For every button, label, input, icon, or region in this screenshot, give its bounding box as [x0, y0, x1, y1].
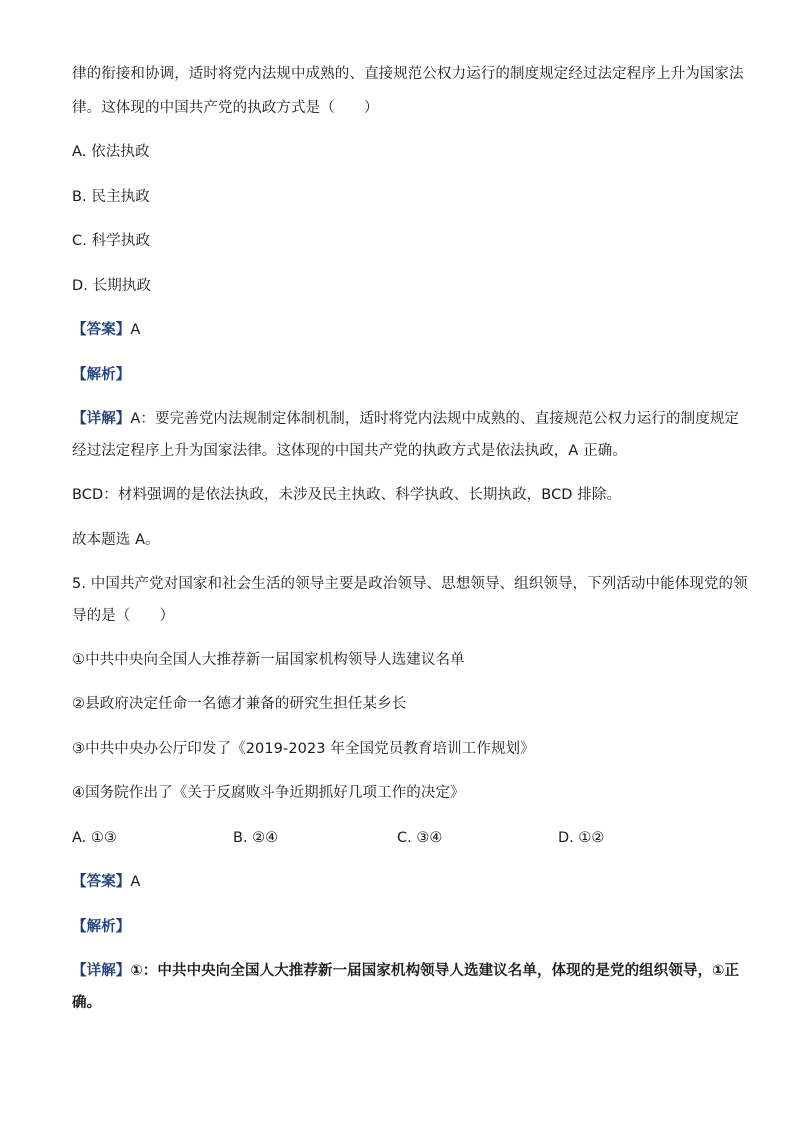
- q5-item-1: ①中共中央向全国人大推荐新一届国家机构领导人选建议名单: [72, 652, 465, 668]
- q5-stem-line-2: 导的是（ ）: [72, 608, 175, 624]
- q5-analysis: [72, 917, 732, 937]
- q4-analysis: [72, 365, 732, 385]
- q4-stem-line-2: 律。这体现的中国共产党的执政方式是（ ）: [72, 100, 379, 116]
- q4-option-a: A. 依法执政: [72, 144, 150, 160]
- answer-tag: 【答案】: [72, 322, 131, 338]
- q5-option-a: A. ①③: [72, 830, 117, 846]
- analysis-tag: 【解析】: [72, 367, 131, 383]
- answer-tag: 【答案】: [72, 874, 131, 890]
- q4-detail-line-1: [72, 409, 740, 429]
- q5-option-c: C. ③④: [397, 830, 443, 846]
- q5-item-2: ②县政府决定任命一名德才兼备的研究生担任某乡长: [72, 696, 407, 712]
- q5-detail-line-1: [72, 961, 740, 981]
- q4-stem-line-1: 律的衔接和协调，适时将党内法规中成熟的、直接规范公权力运行的制度规定经过法定程序上升为国家法: [72, 66, 744, 82]
- detail-tag: 【详解】: [72, 411, 131, 427]
- detail-text: ①：中共中央向全国人大推荐新一届国家机构领导人选建议名单，体现的是党的组织领导，①正: [130, 963, 740, 979]
- detail-tag: 【详解】: [72, 963, 131, 979]
- q4-option-b: B. 民主执政: [72, 189, 150, 205]
- q5-item-3: ③中共中央办公厅印发了《2019-2023 年全国党员教育培训工作规划》: [72, 741, 535, 757]
- q5-options-row: [72, 828, 732, 848]
- answer-value: A: [130, 874, 141, 890]
- answer-value: A: [130, 322, 141, 338]
- detail-text: A：要完善党内法规制定体制机制，适时将党内法规中成熟的、直接规范公权力运行的制度规定: [130, 411, 740, 427]
- analysis-tag: 【解析】: [72, 919, 131, 935]
- q4-option-c: C. 科学执政: [72, 233, 151, 249]
- q4-detail-line-3: BCD：材料强调的是依法执政，未涉及民主执政、科学执政、长期执政，BCD 排除。: [72, 487, 622, 503]
- q5-item-4: ④国务院作出了《关于反腐败斗争近期抓好几项工作的决定》: [72, 785, 465, 801]
- q5-detail-line-2: 确。: [72, 995, 102, 1011]
- q5-option-b: B. ②④: [233, 830, 279, 846]
- q5-answer: [72, 872, 732, 892]
- q5-option-d: D. ①②: [558, 830, 605, 846]
- q4-option-d: D. 长期执政: [72, 278, 152, 294]
- q4-detail-line-2: 经过法定程序上升为国家法律。这体现的中国共产党的执政方式是依法执政，A 正确。: [72, 443, 627, 459]
- q5-stem-line-1: 5. 中国共产党对国家和社会生活的领导主要是政治领导、思想领导、组织领导，下列活动中能体现党的领: [72, 576, 748, 592]
- q4-conclusion: 故本题选 A。: [72, 532, 160, 548]
- q4-answer: [72, 320, 732, 340]
